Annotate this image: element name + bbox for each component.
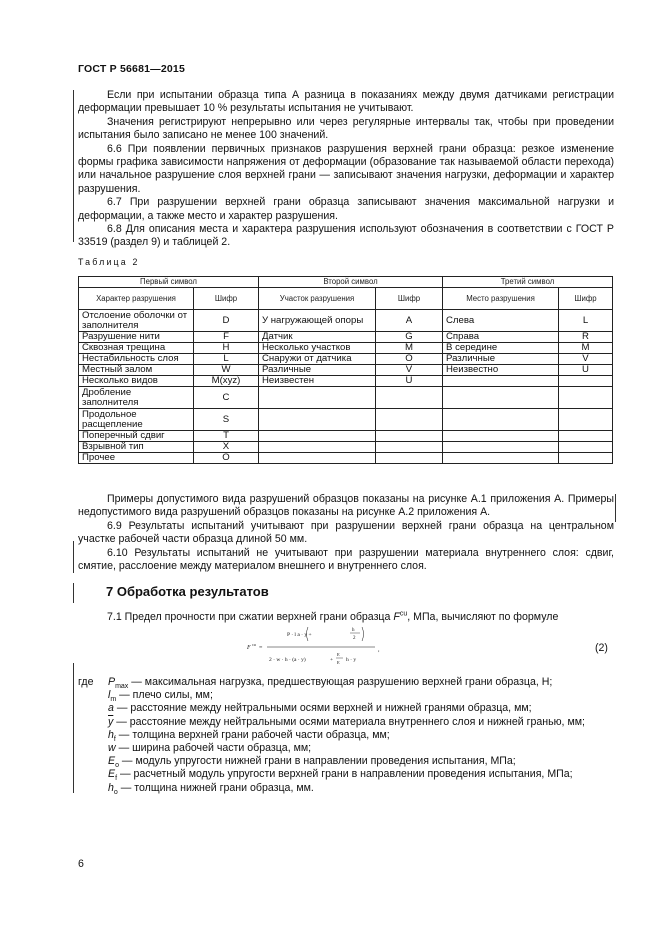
table-cell: Поперечный сдвиг xyxy=(79,431,194,442)
formula-numerator: P · l a · y + xyxy=(287,632,312,638)
definition-item xyxy=(78,716,618,729)
table-cell: A xyxy=(376,310,443,332)
table-cell: Различные xyxy=(259,365,376,376)
formula-2 xyxy=(245,621,395,671)
paragraph-examples: Примеры допустимого вида разрушений образцов показаны на рисунке А.1 приложения А. Примеры недопустимого вида разрушений образцов показаны на рисунке А.2 приложения А. xyxy=(78,493,614,519)
definition-symbol: E xyxy=(108,755,116,768)
table-cell: W xyxy=(194,365,259,376)
table-cell xyxy=(259,442,376,453)
formula-lhs-sup: cu xyxy=(252,642,256,647)
table-row xyxy=(79,365,613,376)
table-cell xyxy=(443,387,559,409)
svg-text:+: + xyxy=(330,657,334,663)
paragraph-6-8: 6.8 Для описания места и характера разрушения используют обозначения в соответствии с ГОСТ Р 33519 (раздел 9) и таблицей 2. xyxy=(78,223,614,249)
change-bar-top xyxy=(73,90,74,242)
formula-denominator-b: h · y xyxy=(346,657,357,663)
table-cell: Слева xyxy=(443,310,559,332)
formula-lhs: F xyxy=(247,645,251,651)
table-cell: V xyxy=(376,365,443,376)
formula-den-frac-bot: E xyxy=(337,660,340,665)
table-cell: V xyxy=(559,354,613,365)
table-cell: G xyxy=(376,332,443,343)
paragraph: Если при испытании образца типа А разница в показаниях между двумя датчиками регистрации деформации превышает 10 % результаты испытания не учитывают. xyxy=(78,89,614,115)
subheader-failure-type: Характер разрушения xyxy=(79,288,194,310)
table-cell: Датчик xyxy=(259,332,376,343)
subheader-code: Шифр xyxy=(559,288,613,310)
table-row xyxy=(79,354,613,365)
mid-paragraphs xyxy=(78,493,614,573)
definition-symbol: P xyxy=(108,676,116,688)
table-cell xyxy=(559,442,613,453)
change-bar-section xyxy=(73,583,74,603)
change-bar-mid-left xyxy=(73,541,74,573)
table-cell xyxy=(376,409,443,431)
paragraph-6-7: 6.7 При разрушении верхней грани образца записывают значения максимальной нагрузки и деформации, а также место и характер разрушения. xyxy=(78,196,614,222)
change-bar-mid-right xyxy=(615,494,616,522)
definition-subscript: m xyxy=(110,696,117,704)
table-cell: R xyxy=(559,332,613,343)
table-row xyxy=(79,376,613,387)
section-heading: 7 Обработка результатов xyxy=(106,584,269,599)
table-cell: U xyxy=(376,376,443,387)
paragraph-6-9: 6.9 Результаты испытаний учитывают при разрушении верхней грани образца на центральном участке рабочей части образца длиной 50 мм. xyxy=(78,519,614,546)
table-cell: O xyxy=(194,453,259,464)
paragraph-6-6: 6.6 При появлении первичных признаков разрушения верхней грани образца: резкое изменение формы графика зависимости напряжения от деформации (образование так называемой области перехода) или начальное разрушение слоя верхней грани — записывают значения нагрузки, деформации и характер разрушения. xyxy=(78,142,614,195)
table-cell: Местный залом xyxy=(79,365,194,376)
table-cell xyxy=(259,409,376,431)
group-header-third: Третий символ xyxy=(443,277,613,288)
subheader-code: Шифр xyxy=(194,288,259,310)
table-cell: T xyxy=(194,431,259,442)
table-cell: D xyxy=(194,310,259,332)
document-header: ГОСТ Р 56681—2015 xyxy=(78,63,186,75)
p71-symbol-sup: cu xyxy=(399,610,408,618)
subheader-failure-area: Участок разрушения xyxy=(259,288,376,310)
formula-den-frac-top: E xyxy=(337,652,340,657)
table-row xyxy=(79,453,613,464)
paragraph: Значения регистрируют непрерывно или через регулярные интервалы так, чтобы при проведении испытания было записано не менее 100 значений. xyxy=(78,115,614,142)
table-cell xyxy=(559,409,613,431)
table-caption: Таблица 2 xyxy=(78,257,140,267)
definition-subscript: o xyxy=(113,788,118,796)
p71-text-after: , МПа, вычисляют по формуле xyxy=(407,611,559,623)
definition-text: — максимальная нагрузка, предшествующая разрушению верхней грани образца, Н; xyxy=(128,676,553,688)
change-bar-defs xyxy=(73,663,74,793)
formula-denominator-a: 2 · w · h · (a · y) xyxy=(269,657,306,663)
table-cell: F xyxy=(194,332,259,343)
definition-text: — толщина верхней грани рабочей части образца, мм; xyxy=(115,728,390,741)
table-row xyxy=(79,332,613,343)
definition-symbol: l xyxy=(108,689,111,702)
definition-item xyxy=(78,742,618,755)
table-cell xyxy=(443,409,559,431)
definition-item xyxy=(78,729,618,742)
table-cell xyxy=(559,453,613,464)
table-cell xyxy=(376,387,443,409)
table-row xyxy=(79,409,613,431)
formula-num-frac-bot: 2 xyxy=(353,636,356,641)
p71-symbol: F xyxy=(393,611,400,623)
svg-text:=: = xyxy=(259,645,263,651)
definition-symbol: h xyxy=(108,728,114,741)
table-cell: Несколько участков xyxy=(259,343,376,354)
table-cell: Снаружи от датчика xyxy=(259,354,376,365)
definition-text: — толщина нижней грани образца, мм. xyxy=(117,781,314,794)
table-cell: Прочее xyxy=(79,453,194,464)
table-cell xyxy=(259,387,376,409)
table-cell xyxy=(259,431,376,442)
table-cell: U xyxy=(559,365,613,376)
table-cell: Дробление заполнителя xyxy=(79,387,194,409)
where-label: где xyxy=(78,676,94,688)
table-cell: L xyxy=(559,310,613,332)
table-body xyxy=(79,310,613,464)
definition-symbol: w xyxy=(108,742,116,755)
definition-subscript: f xyxy=(113,735,116,743)
table-cell: Справа xyxy=(443,332,559,343)
p71-text-before: 7.1 Предел прочности при сжатии верхней грани образца xyxy=(107,611,394,623)
definition-item xyxy=(78,702,618,715)
table-cell: У нагружающей опоры xyxy=(259,310,376,332)
table-cell: Несколько видов xyxy=(79,376,194,387)
definition-item xyxy=(78,755,618,768)
table-cell: Нестабильность слоя xyxy=(79,354,194,365)
table-cell: В середине xyxy=(443,343,559,354)
formula-num-frac-top: h xyxy=(352,628,355,633)
definition-text: — ширина рабочей части образца, мм; xyxy=(115,742,312,755)
definition-subscript: f xyxy=(115,775,118,783)
table-cell: Сквозная трещина xyxy=(79,343,194,354)
table-cell xyxy=(443,376,559,387)
table-cell xyxy=(376,431,443,442)
definition-item xyxy=(78,782,618,795)
page-number: 6 xyxy=(78,858,84,870)
table-cell xyxy=(559,431,613,442)
table-cell: Различные xyxy=(443,354,559,365)
definition-item xyxy=(78,676,618,689)
definition-subscript: max xyxy=(115,683,129,691)
table-cell: Разрушение нити xyxy=(79,332,194,343)
definition-symbol: h xyxy=(108,781,114,794)
formula-number: (2) xyxy=(595,642,608,654)
paragraph-6-10: 6.10 Результаты испытаний не учитывают при разрушении материала внутреннего слоя: сдвиг, смятие, расслоение между материалом внешнего и внутреннего слоя. xyxy=(78,546,614,573)
definition-symbol: a xyxy=(108,702,114,715)
table-cell: M xyxy=(376,343,443,354)
top-paragraphs xyxy=(78,89,614,250)
table-row xyxy=(79,442,613,453)
definition-text: — плечо силы, мм; xyxy=(116,689,213,702)
table-cell: L xyxy=(194,354,259,365)
definition-symbol: $\overline{y}$ xyxy=(108,715,114,728)
definition-item xyxy=(78,689,618,702)
table-cell xyxy=(443,431,559,442)
table-row xyxy=(79,310,613,332)
definition-text: — модуль упругости нижней грани в направлении проведения испытания, МПа; xyxy=(118,755,516,768)
definition-text: — расстояние между нейтральными осями материала внутреннего слоя и нижней гранью, мм; xyxy=(113,715,585,728)
table-cell xyxy=(376,442,443,453)
table-cell: Неизвестен xyxy=(259,376,376,387)
table-cell: M xyxy=(559,343,613,354)
table-cell xyxy=(443,442,559,453)
subheader-code: Шифр xyxy=(376,288,443,310)
definition-text: — расстояние между нейтральными осями верхней и нижней гранями образца, мм; xyxy=(113,702,532,715)
table-cell: X xyxy=(194,442,259,453)
svg-text:,: , xyxy=(378,647,380,653)
definitions-list xyxy=(78,676,618,795)
table-cell xyxy=(259,453,376,464)
table-cell xyxy=(559,387,613,409)
table-cell: O xyxy=(376,354,443,365)
table-cell: Неизвестно xyxy=(443,365,559,376)
failure-codes-table xyxy=(78,276,613,464)
subheader-failure-location: Место разрушения xyxy=(443,288,559,310)
group-header-second: Второй символ xyxy=(259,277,443,288)
table-row xyxy=(79,431,613,442)
table-cell: C xyxy=(194,387,259,409)
table-cell: S xyxy=(194,409,259,431)
definition-subscript: o xyxy=(115,762,119,770)
table-cell: M(xyz) xyxy=(194,376,259,387)
definition-item xyxy=(78,768,618,781)
table-row xyxy=(79,387,613,409)
table-cell: Продольное расщепление xyxy=(79,409,194,431)
group-header-first: Первый символ xyxy=(79,277,259,288)
definition-symbol: E xyxy=(108,768,116,781)
table-cell: Отслоение оболочки от заполнителя xyxy=(79,310,194,332)
definition-text: — расчетный модуль упругости верхней грани в направлении проведения испытания, МПа; xyxy=(117,768,573,781)
table-cell: Взрывной тип xyxy=(79,442,194,453)
table-cell xyxy=(376,453,443,464)
table-row xyxy=(79,343,613,354)
table-cell: H xyxy=(194,343,259,354)
table-cell xyxy=(559,376,613,387)
table-cell xyxy=(443,453,559,464)
